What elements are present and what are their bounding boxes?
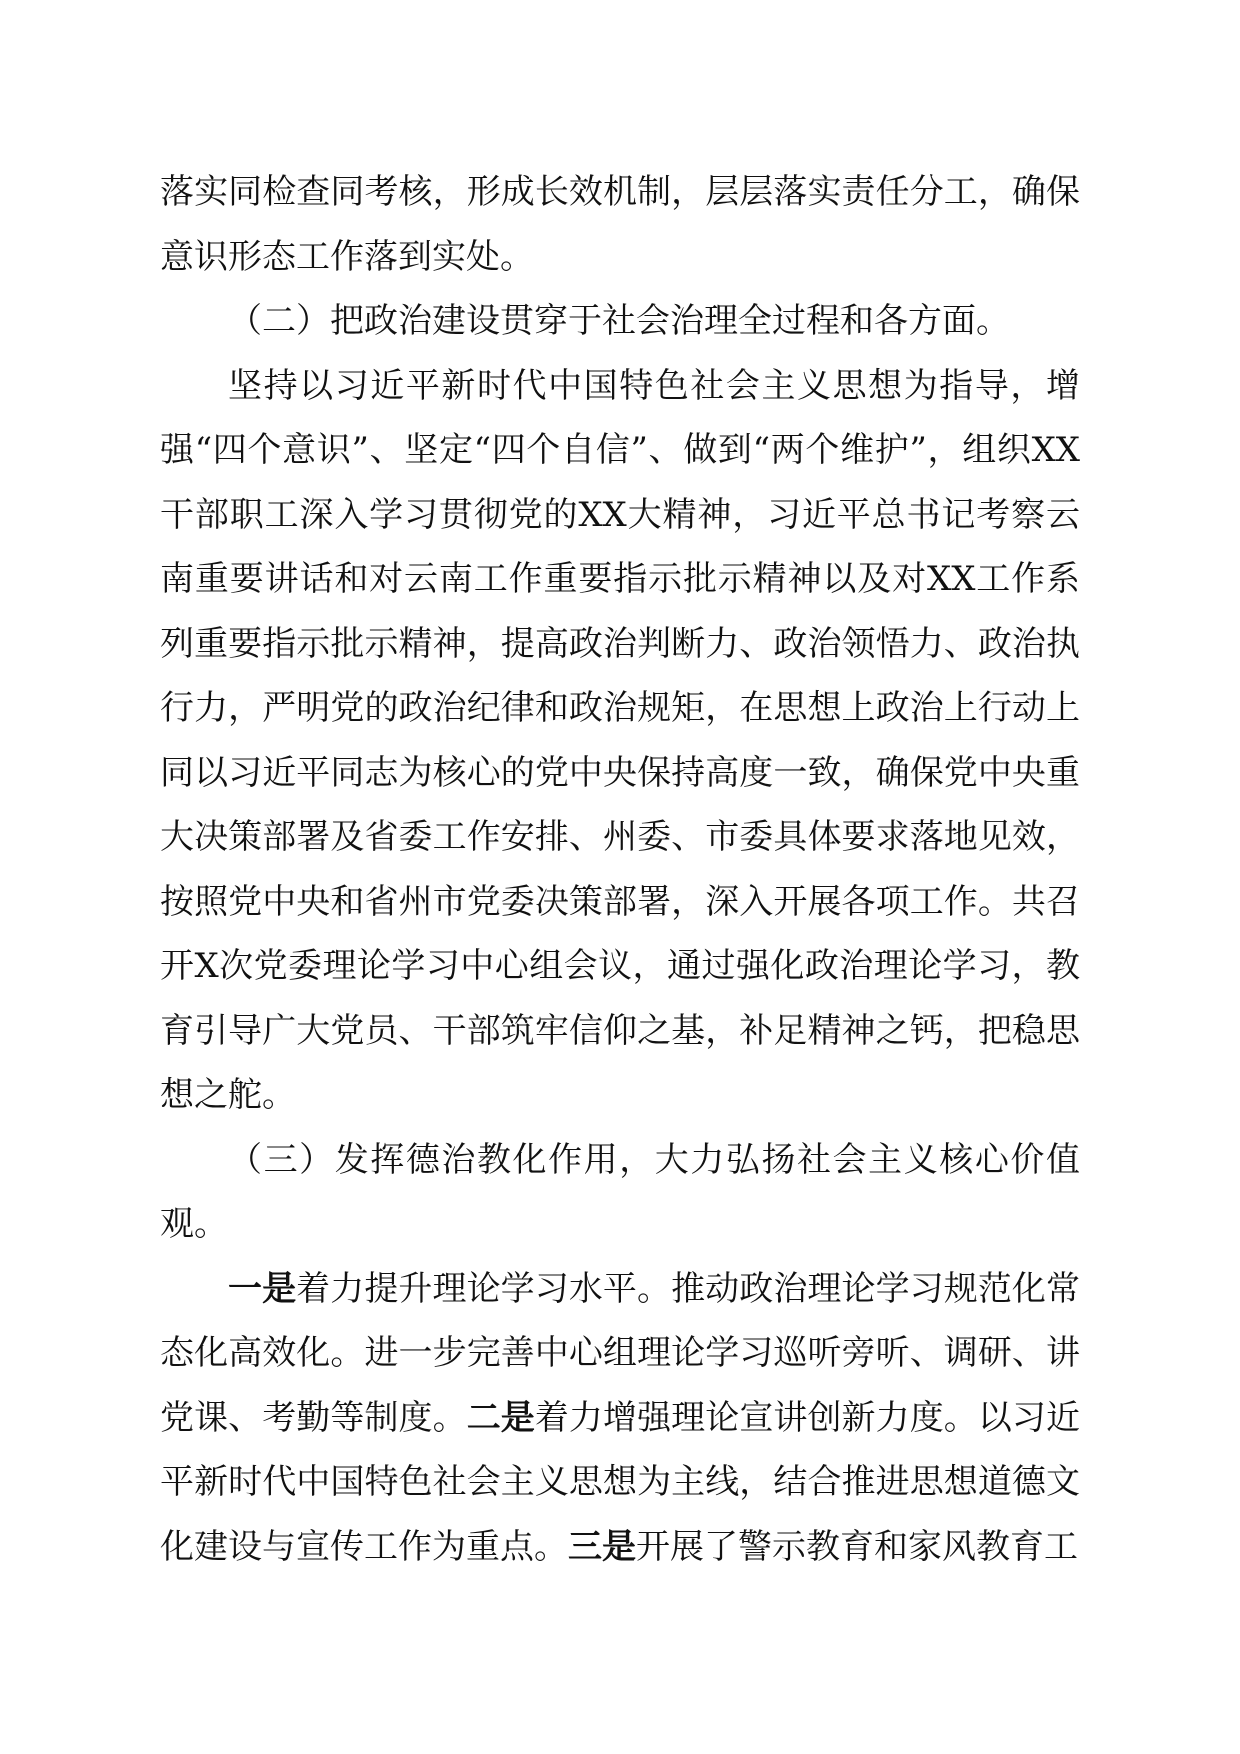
bold-label-third: 三是 (568, 1526, 636, 1567)
bold-label-second: 二是 (466, 1397, 535, 1438)
paragraph-continuation: 落实同检查同考核，形成长效机制，层层落实责任分工，确保意识形态工作落到实处。 (160, 172, 1080, 277)
paragraph-text-first: 着力提升理论学习水平。推动政治理论学习规范化常态化高效化。进一步完善中心组理论学习巡听旁听、调研、讲党课、考勤等制度。 (160, 1268, 1081, 1438)
section-heading-2: （二）把政治建设贯穿于社会治理全过程和各方面。 (228, 301, 1010, 341)
paragraph-moral-education (160, 1257, 1080, 1580)
document-page (160, 160, 1080, 1579)
bold-label-first: 一是 (228, 1268, 297, 1309)
section-heading-3: （三）发挥德治教化作用，大力弘扬社会主义核心价值观。 (160, 1139, 1080, 1244)
paragraph-text-second: 着力增强理论宣讲创新力度。以习近平新时代中国特色社会主义思想为主线，结合推进思想道德文化建设与宣传工作为重点。 (160, 1397, 1081, 1567)
paragraph-political-building: 坚持以习近平新时代中国特色社会主义思想为指导，增强“四个意识”、坚定“四个自信”、做到“两个维护”，组织XX干部职工深入学习贯彻党的XX大精神，习近平总书记考察云南重要讲话和对云南工作重要指示批示精神以及对XX工作系列重要指示批示精神，提高政治判断力、政治领悟力、政治执行力，严明党的政治纪律和政治规矩，在思想上政治上行动上同以习近平同志为核心的党中央保持高度一致，确保党中央重大决策部署及省委工作安排、州委、市委具体要求落地见效，按照党中央和省州市党委决策部署，深入开展各项工作。共召开X次党委理论学习中心组会议，通过强化政治理论学习，教育引导广大党员、干部筑牢信仰之基，补足精神之钙，把稳思想之舵。 (160, 365, 1080, 1115)
paragraph-text-third: 开展了警示教育和家风教育工 (636, 1526, 1078, 1567)
